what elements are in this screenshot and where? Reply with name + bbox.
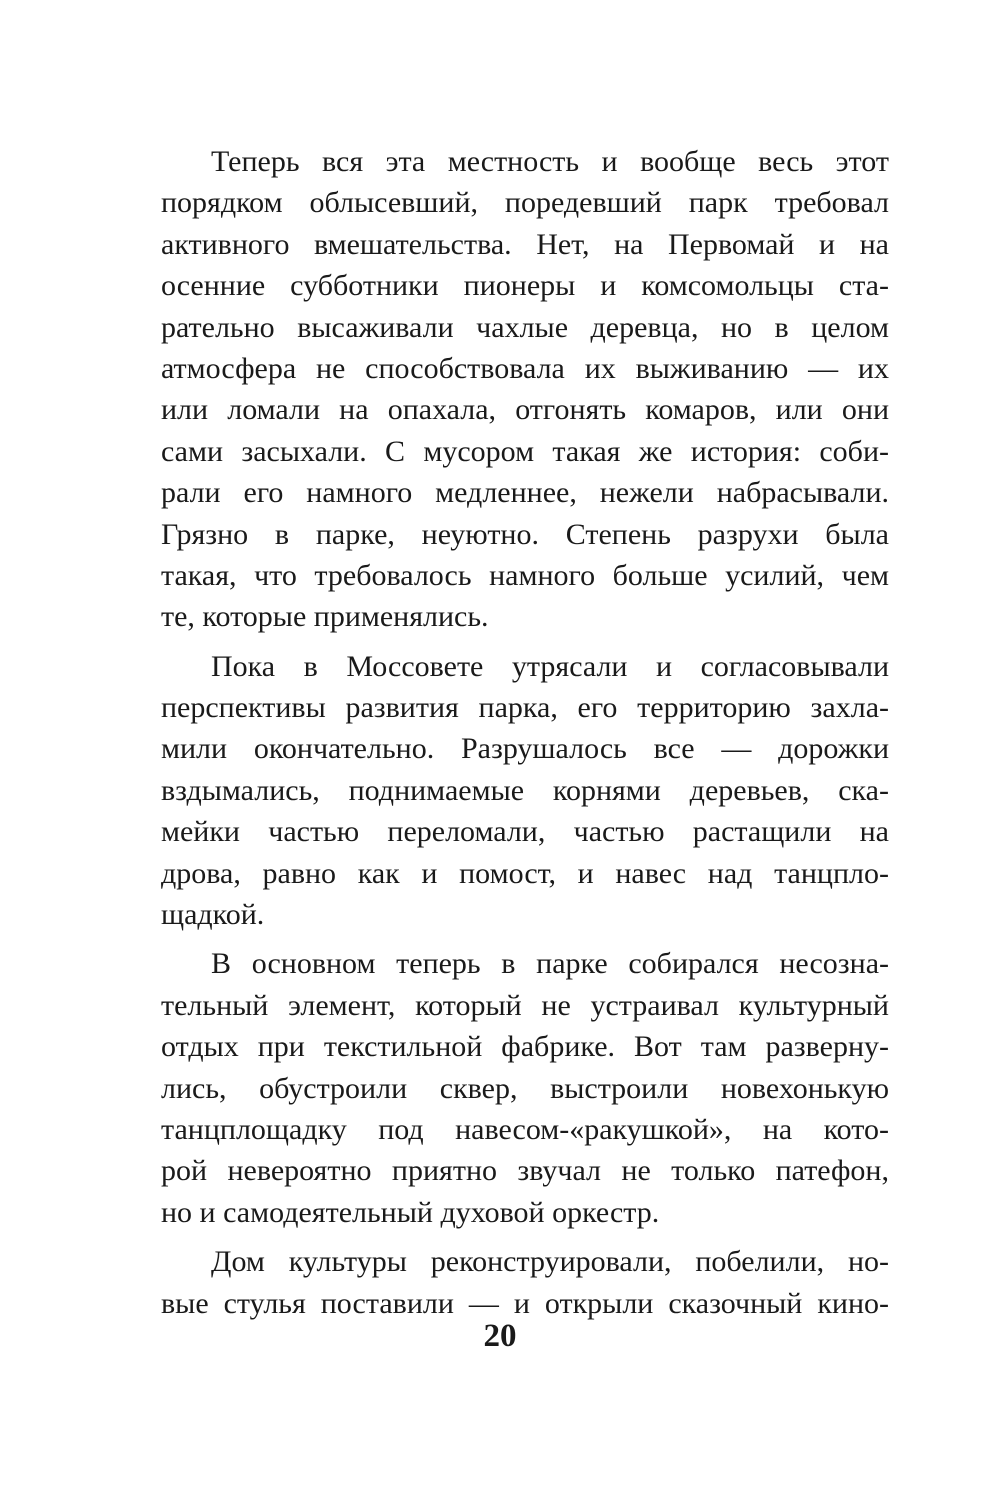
paragraph-3 <box>161 943 889 1233</box>
text-line: дрова, равно как и помост, и навес над танцпло- <box>161 856 889 890</box>
text-line: лись, обустроили сквер, выстроили новехонькую <box>161 1071 889 1105</box>
paragraph-1 <box>161 141 889 638</box>
body-text <box>161 141 889 1332</box>
text-line: Пока в Моссовете утрясали и согласовывали <box>211 649 889 683</box>
text-line: вые стулья поставили — и открыли сказочный кино- <box>161 1286 889 1320</box>
text-line: Грязно в парке, неуютно. Степень разрухи была <box>161 517 889 551</box>
text-line: те, которые применялись. <box>161 600 489 634</box>
text-line: щадкой. <box>161 898 265 932</box>
text-line: тельный элемент, который не устраивал культурный <box>161 988 889 1022</box>
text-line: или ломали на опахала, отгонять комаров, или они <box>161 393 889 427</box>
paragraph-4 <box>161 1241 889 1324</box>
text-line: порядком облысевший, поредевший парк требовал <box>161 186 889 220</box>
text-line: Дом культуры реконструировали, побелили, но- <box>211 1245 889 1279</box>
text-line: перспективы развития парка, его территорию захла- <box>161 691 889 725</box>
text-line: В основном теперь в парке собирался несозна- <box>211 947 889 981</box>
text-line: отдых при текстильной фабрике. Вот там разверну- <box>161 1030 889 1064</box>
page-number: 20 <box>483 1318 517 1354</box>
text-line: сами засыхали. С мусором такая же история: соби- <box>161 434 889 468</box>
text-line: мили окончательно. Разрушалось все — дорожки <box>161 732 889 766</box>
text-line: мейки частью переломали, частью растащили на <box>161 815 889 849</box>
text-line: Теперь вся эта местность и вообще весь этот <box>211 145 889 178</box>
text-line: осенние субботники пионеры и комсомольцы ста- <box>161 269 889 303</box>
text-line: рой невероятно приятно звучал не только патефон, <box>161 1154 889 1188</box>
text-line: рали его намного медленнее, нежели набрасывали. <box>161 476 889 510</box>
text-line: но и самодеятельный духовой оркестр. <box>161 1195 660 1229</box>
text-line: такая, что требовалось намного больше усилий, чем <box>161 558 889 592</box>
text-line: атмосфера не способствовала их выживанию — их <box>161 351 889 385</box>
text-line: активного вмешательства. Нет, на Первомай и на <box>161 227 889 261</box>
paragraph-2 <box>161 646 889 936</box>
text-line: рательно высаживали чахлые деревца, но в целом <box>161 310 889 344</box>
text-line: танцплощадку под навесом-«ракушкой», на кото- <box>161 1112 889 1146</box>
text-line: вздымались, поднимаемые корнями деревьев, ска- <box>161 773 889 807</box>
